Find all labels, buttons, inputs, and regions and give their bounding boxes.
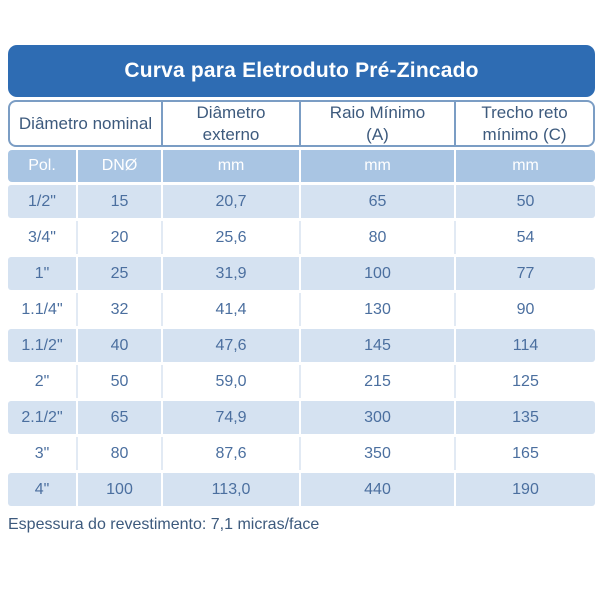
cell-dn: 15 bbox=[78, 185, 163, 218]
cell-dn: 32 bbox=[78, 293, 163, 326]
column-header-line: (A) bbox=[366, 124, 389, 144]
cell-raio: 215 bbox=[301, 365, 456, 398]
cell-externo: 41,4 bbox=[163, 293, 301, 326]
table-row bbox=[8, 185, 595, 218]
table-row bbox=[8, 257, 595, 290]
cell-externo: 47,6 bbox=[163, 329, 301, 362]
cell-dn: 50 bbox=[78, 365, 163, 398]
table-panel bbox=[8, 45, 595, 534]
cell-raio: 130 bbox=[301, 293, 456, 326]
cell-externo: 59,0 bbox=[163, 365, 301, 398]
cell-trecho: 50 bbox=[456, 185, 595, 218]
unit-header-dn: DNØ bbox=[78, 150, 163, 182]
cell-dn: 65 bbox=[78, 401, 163, 434]
column-header-line: mínimo (C) bbox=[482, 124, 567, 144]
cell-pol: 3" bbox=[8, 437, 78, 470]
column-header-line: Raio Mínimo bbox=[329, 103, 426, 123]
table-row bbox=[8, 473, 595, 506]
table-row bbox=[8, 293, 595, 326]
cell-raio: 300 bbox=[301, 401, 456, 434]
column-header-trecho bbox=[456, 100, 595, 147]
table-row bbox=[8, 401, 595, 434]
table-title: Curva para Eletroduto Pré-Zincado bbox=[8, 45, 595, 97]
unit-header-mm-raio: mm bbox=[301, 150, 456, 182]
cell-externo: 74,9 bbox=[163, 401, 301, 434]
cell-externo: 25,6 bbox=[163, 221, 301, 254]
unit-header-row bbox=[8, 150, 595, 182]
cell-externo: 87,6 bbox=[163, 437, 301, 470]
cell-dn: 100 bbox=[78, 473, 163, 506]
cell-raio: 145 bbox=[301, 329, 456, 362]
cell-pol: 3/4" bbox=[8, 221, 78, 254]
cell-dn: 20 bbox=[78, 221, 163, 254]
cell-trecho: 77 bbox=[456, 257, 595, 290]
column-header-nominal bbox=[8, 100, 163, 147]
cell-pol: 2.1/2" bbox=[8, 401, 78, 434]
cell-trecho: 135 bbox=[456, 401, 595, 434]
cell-externo: 113,0 bbox=[163, 473, 301, 506]
cell-trecho: 114 bbox=[456, 329, 595, 362]
cell-pol: 1.1/4" bbox=[8, 293, 78, 326]
unit-header-mm-trecho: mm bbox=[456, 150, 595, 182]
cell-dn: 80 bbox=[78, 437, 163, 470]
column-header-line: Diâmetro nominal bbox=[18, 113, 153, 133]
cell-externo: 20,7 bbox=[163, 185, 301, 218]
column-header-line: externo bbox=[202, 124, 260, 144]
cell-raio: 65 bbox=[301, 185, 456, 218]
cell-trecho: 190 bbox=[456, 473, 595, 506]
cell-pol: 1/2" bbox=[8, 185, 78, 218]
cell-pol: 2" bbox=[8, 365, 78, 398]
column-header-externo bbox=[163, 100, 301, 147]
table-row bbox=[8, 437, 595, 470]
conduit-curve-table bbox=[8, 97, 595, 509]
coating-thickness-note: Espessura do revestimento: 7,1 micras/face bbox=[8, 516, 320, 533]
unit-header-pol: Pol. bbox=[8, 150, 78, 182]
cell-trecho: 125 bbox=[456, 365, 595, 398]
cell-raio: 350 bbox=[301, 437, 456, 470]
cell-trecho: 165 bbox=[456, 437, 595, 470]
table-row bbox=[8, 221, 595, 254]
cell-externo: 31,9 bbox=[163, 257, 301, 290]
table-row bbox=[8, 365, 595, 398]
column-header-row bbox=[8, 100, 595, 147]
cell-pol: 1" bbox=[8, 257, 78, 290]
cell-raio: 100 bbox=[301, 257, 456, 290]
cell-dn: 25 bbox=[78, 257, 163, 290]
table-body bbox=[8, 185, 595, 506]
column-header-raio bbox=[301, 100, 456, 147]
column-header-line: Trecho reto bbox=[481, 103, 568, 123]
cell-raio: 80 bbox=[301, 221, 456, 254]
cell-pol: 1.1/2" bbox=[8, 329, 78, 362]
table-row bbox=[8, 329, 595, 362]
unit-header-mm-externo: mm bbox=[163, 150, 301, 182]
cell-trecho: 90 bbox=[456, 293, 595, 326]
column-header-line: Diâmetro bbox=[196, 103, 266, 123]
cell-raio: 440 bbox=[301, 473, 456, 506]
cell-trecho: 54 bbox=[456, 221, 595, 254]
cell-dn: 40 bbox=[78, 329, 163, 362]
cell-pol: 4" bbox=[8, 473, 78, 506]
